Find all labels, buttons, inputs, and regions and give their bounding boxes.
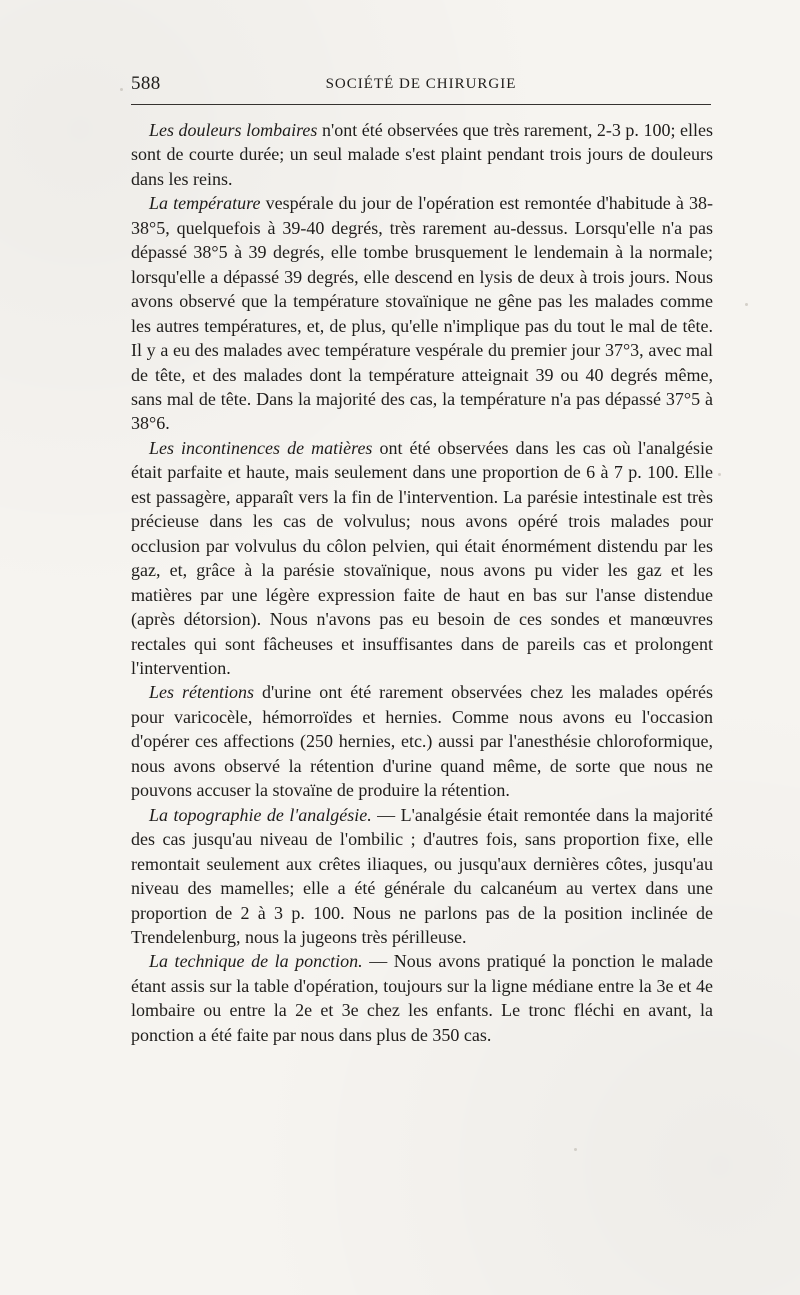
- paragraph-body: — Nous avons pratiqué la ponction le malade étant assis sur la table d'opération, toujours sur la ligne médiane entre la 3e et 4e lombaire ou entre la 2e et 3e chez les enfants. Le tronc fléchi en avant, la ponction a été faite par nous dans plus de 350 cas.: [131, 951, 713, 1045]
- paragraph-lead: La température: [149, 193, 261, 214]
- paragraph: [131, 680, 713, 802]
- paragraph-lead: Les rétentions: [149, 682, 254, 703]
- paragraph: [131, 191, 713, 436]
- paper-speck: [745, 303, 748, 306]
- paragraph-lead: Les incontinences de matières: [149, 437, 373, 458]
- paper-speck: [718, 473, 721, 476]
- paragraph: [131, 803, 713, 950]
- paragraph-body: d'urine ont été rarement observées chez les malades opérés pour varicocèle, hémorroïdes et hernies. Comme nous avons eu l'occasion d'opérer ces affections (250 hernies, etc.) aussi par l'anesthésie chloroformique, nous avons observé la rétention d'urine quand même, de sorte que nous ne pouvons accuser la stovaïne de produire la rétention.: [131, 682, 713, 801]
- paper-speck: [574, 1148, 577, 1151]
- paragraph: [131, 436, 713, 681]
- paragraph-body: ont été observées dans les cas où l'analgésie était parfaite et haute, mais seulement dans une proportion de 6 à 7 p. 100. Elle est passagère, apparaît vers la fin de l'intervention. La parésie intestinale est très précieuse dans les cas de volvulus; nous avons opéré trois malades pour occlusion par volvulus du côlon pelvien, qui était énormément distendu par les gaz, et, grâce à la parésie stovaïnique, nous avons pu vider les gaz et les matières par une légère expression faite de haut en bas sur l'anse distendue (après détorsion). Nous n'avons pas eu besoin de ces sondes et manœuvres rectales qui sont fâcheuses et insuffisantes dans de pareils cas et prolongent l'intervention.: [131, 437, 714, 678]
- paragraph-lead: Les douleurs lombaires: [149, 120, 318, 140]
- paragraph-body: vespérale du jour de l'opération est remontée d'habitude à 38-38°5, quelquefois à 39-40 degrés, très rarement au-dessus. Lorsqu'elle n'a pas dépassé 38°5 à 39 degrés, elle tombe brusquement le lendemain à la normale; lorsqu'elle a dépassé 39 degrés, elle descend en lysis de deux à trois jours. Nous avons observé que la température stovaïnique ne gêne pas les malades comme les autres températures, et, de plus, qu'elle n'implique pas du tout le mal de tête. Il y a eu des malades avec température vespérale du premier jour 37°3, avec mal de tête, et des malades dont la température atteignait 39 ou 40 degrés même, sans mal de tête. Dans la majorité des cas, la température n'a pas dépassé 37°5 à 38°6.: [131, 193, 714, 434]
- paragraph-body: — L'analgésie était remontée dans la majorité des cas jusqu'au niveau de l'ombilic ; d'autres fois, sans proportion fixe, elle remontait seulement aux crêtes iliaques, ou jusqu'aux dernières côtes, jusqu'au niveau des mamelles; elle a été générale du calcanéum au vertex dans une proportion de 2 à 3 p. 100. Nous ne parlons pas de la position inclinée de Trendelenburg, nous la jugeons très périlleuse.: [131, 804, 713, 947]
- paragraph-lead: La topographie de l'analgésie.: [149, 804, 372, 825]
- paragraph-lead: La technique de la ponction.: [149, 951, 363, 972]
- page-number: 588: [131, 73, 161, 94]
- paragraph-body: n'ont été observées que très rarement, 2-3 p. 100; elles sont de courte durée; un seul malade s'est plaint pendant trois jours de douleurs dans les reins.: [131, 120, 713, 189]
- paragraph: [131, 949, 713, 1047]
- page-header: [131, 70, 711, 98]
- paragraph: [131, 118, 713, 191]
- header-rule: [131, 104, 711, 105]
- running-head: SOCIÉTÉ DE CHIRURGIE: [325, 75, 517, 92]
- paper-speck: [120, 88, 123, 91]
- body-text: [131, 118, 713, 1047]
